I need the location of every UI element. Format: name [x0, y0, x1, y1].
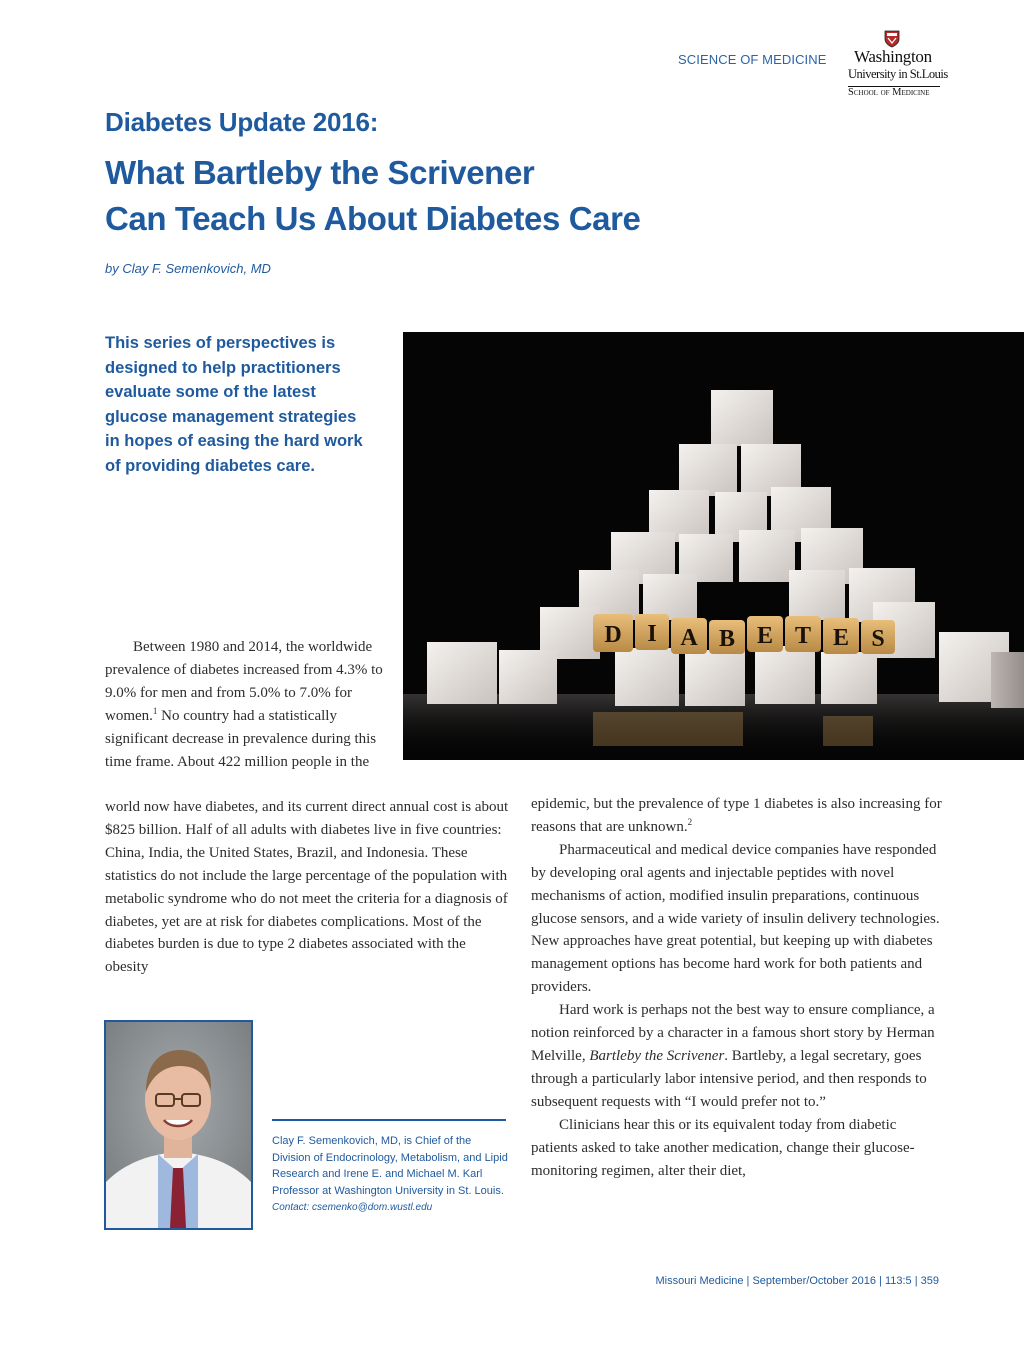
- title-line-2: Can Teach Us About Diabetes Care: [105, 200, 641, 237]
- tile-letter: B: [718, 626, 736, 652]
- reference-marker: 1: [152, 705, 158, 716]
- author-portrait-illustration: [106, 1022, 251, 1228]
- body-column-1-top: [105, 636, 390, 773]
- author-photo: [104, 1020, 253, 1230]
- section-label: SCIENCE OF MEDICINE: [678, 52, 827, 67]
- washington-university-logo: [846, 30, 946, 100]
- page-footer: Missouri Medicine | September/October 2016 | 113:5 | 359: [655, 1275, 939, 1287]
- body-column-1-bottom: [105, 796, 510, 979]
- logo-line-1: Washington: [854, 47, 932, 66]
- logo-line-3: School of Medicine: [848, 87, 930, 98]
- paragraph-text: world now have diabetes, and its current direct annual cost is about $825 billion. Half of all adults with diabetes live in five countries: China, India, the United States, Brazil, and Indonesia. These statistics do not include the large percentage of the population with metabolic syndrome who do not meet the criteria for a diagnosis of diabetes, yet are at risk for diabetes complications. Most of the diabetes burden is due to type 2 diabetes associated with the obesity: [105, 799, 509, 976]
- author-bio: [272, 1133, 512, 1217]
- byline: by Clay F. Semenkovich, MD: [105, 261, 271, 276]
- sugar-cubes-illustration: [403, 332, 1024, 760]
- paragraph-text: Hard work is perhaps not the best way to ensure compliance, a notion reinforced by a character in a famous short story by Herman Melville,: [531, 1002, 935, 1064]
- story-title: Bartleby the Scrivener: [589, 1047, 725, 1064]
- tile-letter: S: [871, 626, 885, 652]
- tile-letter: A: [680, 625, 698, 651]
- article-title: [105, 150, 641, 242]
- body-column-2: [531, 793, 943, 1182]
- paragraph-text: No country had a statistically significant decrease in prevalence during this time frame. About 422 million people in the: [105, 707, 377, 770]
- sugar-cubes-photo: [403, 332, 1024, 760]
- paragraph-text: Clinicians hear this or its equivalent today from diabetic patients asked to take another medication, change their glucose-monitoring regimen, alter their diet,: [531, 1116, 915, 1179]
- article-deck: This series of perspectives is designed to help practitioners evaluate some of the latest glucose management strategies in hopes of easing the hard work of providing diabetes care.: [105, 334, 363, 475]
- article-kicker: Diabetes Update 2016:: [105, 107, 379, 137]
- shield-icon: [884, 30, 900, 48]
- author-bio-text: Clay F. Semenkovich, MD, is Chief of the Division of Endocrinology, Metabolism, and Lipid Research and Irene E. and Michael M. Karl Professor at Washington University in St. Louis.: [272, 1135, 508, 1198]
- tile-letter: E: [832, 625, 850, 651]
- tile-letter: E: [756, 623, 774, 649]
- paragraph-text: Pharmaceutical and medical device companies have responded by developing oral agents and injectable peptides with novel mechanisms of action, modified insulin preparations, continuous glucose sensors, and a wide variety of insulin delivery technologies. New approaches have great potential, but keeping up with diabetes management options has become hard work for both patients and providers.: [531, 841, 940, 996]
- paragraph-text: . Bartleby, a legal secretary, goes through a particularly labor intensive period, and then responds to subsequent requests with “I would prefer not to.”: [531, 1047, 927, 1110]
- paragraph-text: epidemic, but the prevalence of type 1 diabetes is also increasing for reasons that are unknown.: [531, 796, 942, 835]
- tile-letter: D: [604, 622, 622, 648]
- logo-line-2: University in St.Louis: [848, 67, 948, 81]
- title-line-1: What Bartleby the Scrivener: [105, 154, 535, 191]
- tile-letter: I: [647, 621, 657, 647]
- reference-marker: 2: [687, 816, 693, 827]
- tile-letter: T: [794, 623, 812, 649]
- paragraph-text: Between 1980 and 2014, the worldwide prevalence of diabetes increased from 4.3% to 9.0% for men and from 5.0% to 7.0% for women.: [105, 639, 383, 724]
- author-contact: Contact: csemenko@dom.wustl.edu: [272, 1201, 433, 1213]
- bio-divider: [272, 1119, 506, 1121]
